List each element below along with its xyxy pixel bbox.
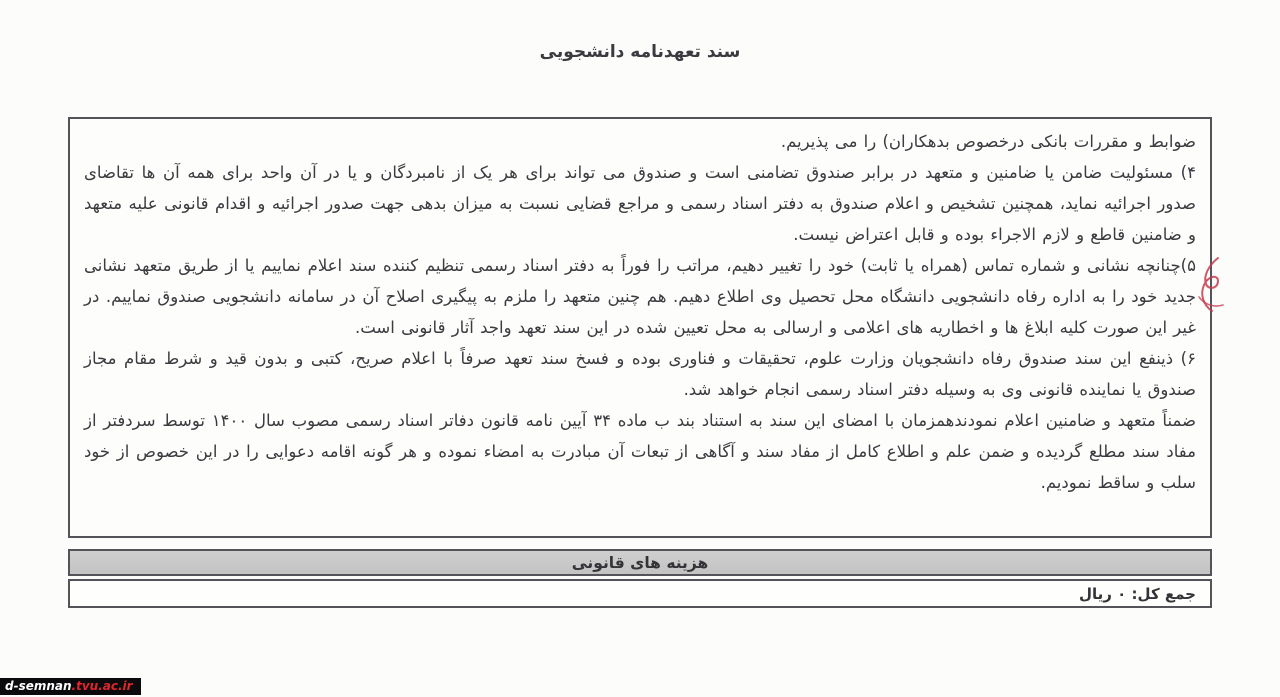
watermark-site-name: d-semnan <box>5 679 72 693</box>
document-text-box <box>68 117 1212 538</box>
fees-header-bar <box>68 549 1212 576</box>
total-row <box>68 579 1212 608</box>
doc-paragraph-item-5: ۵)چنانچه نشانی و شماره تماس (همراه یا ثابت) خود را تغییر دهیم، مراتب را فوراً به دفتر اسناد رسمی تنظیم کننده سند اعلام نماییم یا از طریق متعهد نشانی جدید خود را به اداره رفاه دانشجویی دانشگاه محل تحصیل وی اطلاع دهیم. هم چنین متعهد را ملزم به پیگیری اصلاح آن در سامانه دانشجویی صندوق نماییم. در غیر این صورت کلیه ابلاغ ها و اخطاریه های اعلامی و ارسالی به محل تعیین شده در این سند تعهد واجد آثار قانونی است. <box>84 256 1196 337</box>
page-title: سند تعهدنامه دانشجویی <box>539 42 741 62</box>
doc-paragraph-continuation: ضوابط و مقررات بانکی درخصوص بدهکاران) را می پذیریم. <box>780 132 1196 151</box>
doc-paragraph-item-6: ۶) ذینفع این سند صندوق رفاه دانشجویان وزارت علوم، تحقیقات و فناوری بوده و فسخ سند تعهد صرفاً با اعلام صریح، کتبی و بدون قید و شرط مقام مجاز صندوق یا نماینده قانونی وی به وسیله دفتر اسناد رسمی انجام خواهد شد. <box>84 349 1196 399</box>
fees-header-label: هزینه های قانونی <box>571 553 709 572</box>
total-label: جمع کل: ۰ ریال <box>1079 584 1196 603</box>
red-pen-mark-icon <box>1192 255 1232 323</box>
watermark-badge <box>0 678 141 695</box>
doc-paragraph-closing: ضمناً متعهد و ضامنین اعلام نمودندهمزمان با امضای این سند به استناد بند ب ماده ۳۴ آیین نامه قانون دفاتر اسناد رسمی مصوب سال ۱۴۰۰ توسط سردفتر از مفاد سند مطلع گردیده و ضمن علم و اطلاع کامل از مفاد سند و آگاهی از تبعات آن مبادرت به امضاء نموده و هر گونه اقامه دعوایی را در این خصوص از خود سلب و ساقط نمودیم. <box>84 411 1196 492</box>
watermark-site-domain: .tvu.ac.ir <box>71 679 133 693</box>
doc-paragraph-item-4: ۴) مسئولیت ضامن یا ضامنین و متعهد در برابر صندوق تضامنی است و صندوق می تواند برای هر یک از نامبردگان و یا در آن واحد برای همه آن ها تقاضای صدور اجرائیه نماید، همچنین تشخیص و اعلام صندوق به دفتر اسناد رسمی و مراجع قضایی نسبت به میزان بدهی جهت صدور اجرائیه و اقدام قانونی علیه متعهد و ضامنین قاطع و لازم الاجراء بوده و قابل اعتراض نیست. <box>84 163 1196 244</box>
